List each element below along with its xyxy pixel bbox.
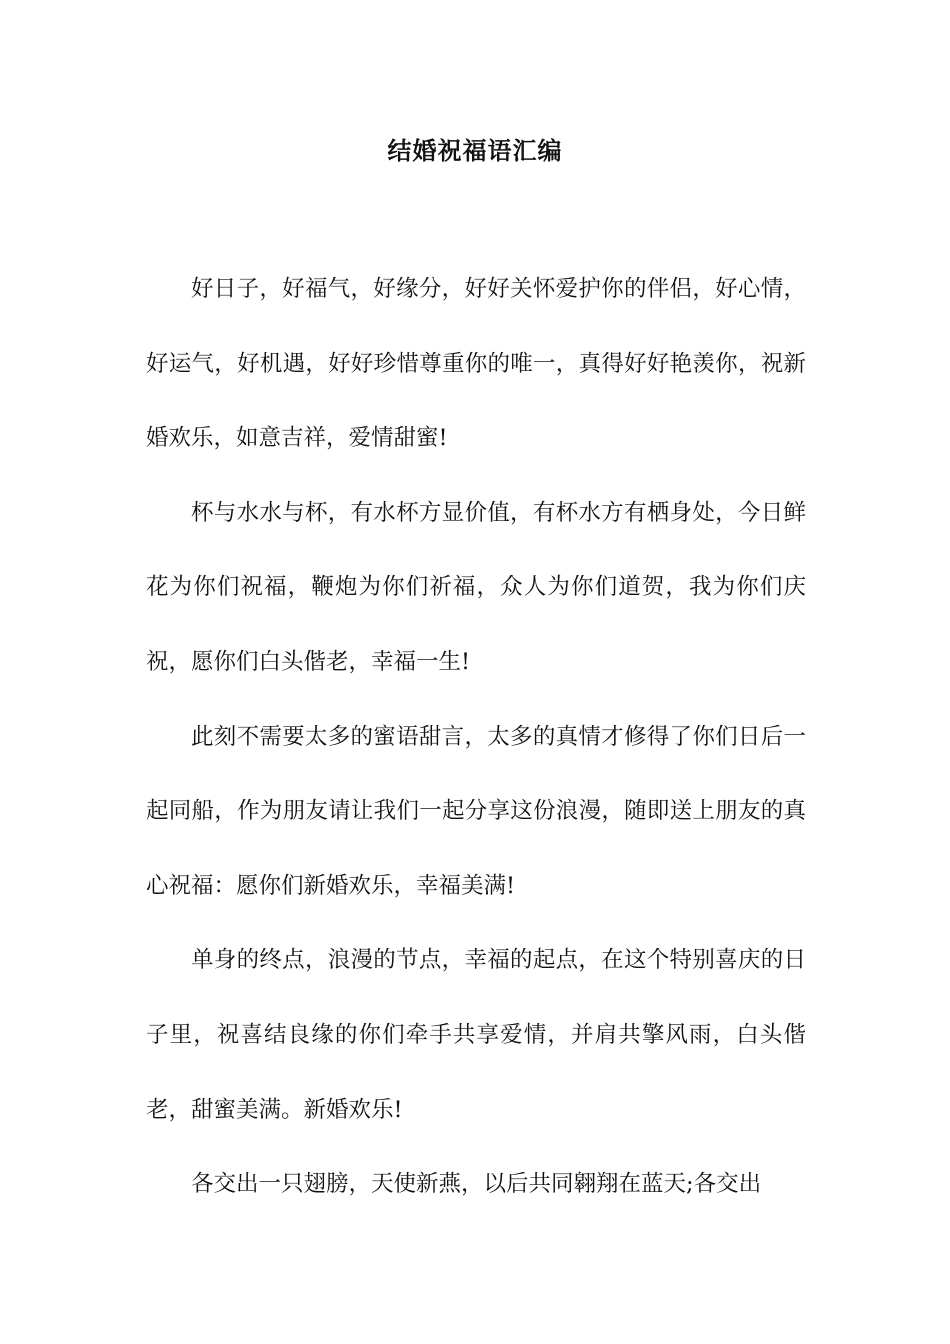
- document-body: [146, 252, 806, 1222]
- paragraph-2: 杯与水水与杯，有水杯方显价值，有杯水方有栖身处，今日鲜花为你们祝福，鞭炮为你们祈福，众人为你们道贺，我为你们庆祝，愿你们白头偕老，幸福一生!: [146, 499, 806, 675]
- paragraph-4: 单身的终点，浪漫的节点，幸福的起点，在这个特别喜庆的日子里，祝喜结良缘的你们牵手共享爱情，并肩共擎风雨，白头偕老，甜蜜美满。新婚欢乐!: [146, 947, 806, 1123]
- paragraph-5: 各交出一只翅膀，天使新燕，以后共同翱翔在蓝天;各交出: [191, 1171, 762, 1198]
- paragraph-3: 此刻不需要太多的蜜语甜言，太多的真情才修得了你们日后一起同船，作为朋友请让我们一起分享这份浪漫，随即送上朋友的真心祝福：愿你们新婚欢乐，幸福美满!: [146, 723, 806, 899]
- document-title: 结婚祝福语汇编: [387, 136, 563, 165]
- paragraph-1: 好日子，好福气，好缘分，好好关怀爱护你的伴侣，好心情，好运气，好机遇，好好珍惜尊重你的唯一，真得好好艳羡你，祝新婚欢乐，如意吉祥，爱情甜蜜!: [146, 276, 806, 452]
